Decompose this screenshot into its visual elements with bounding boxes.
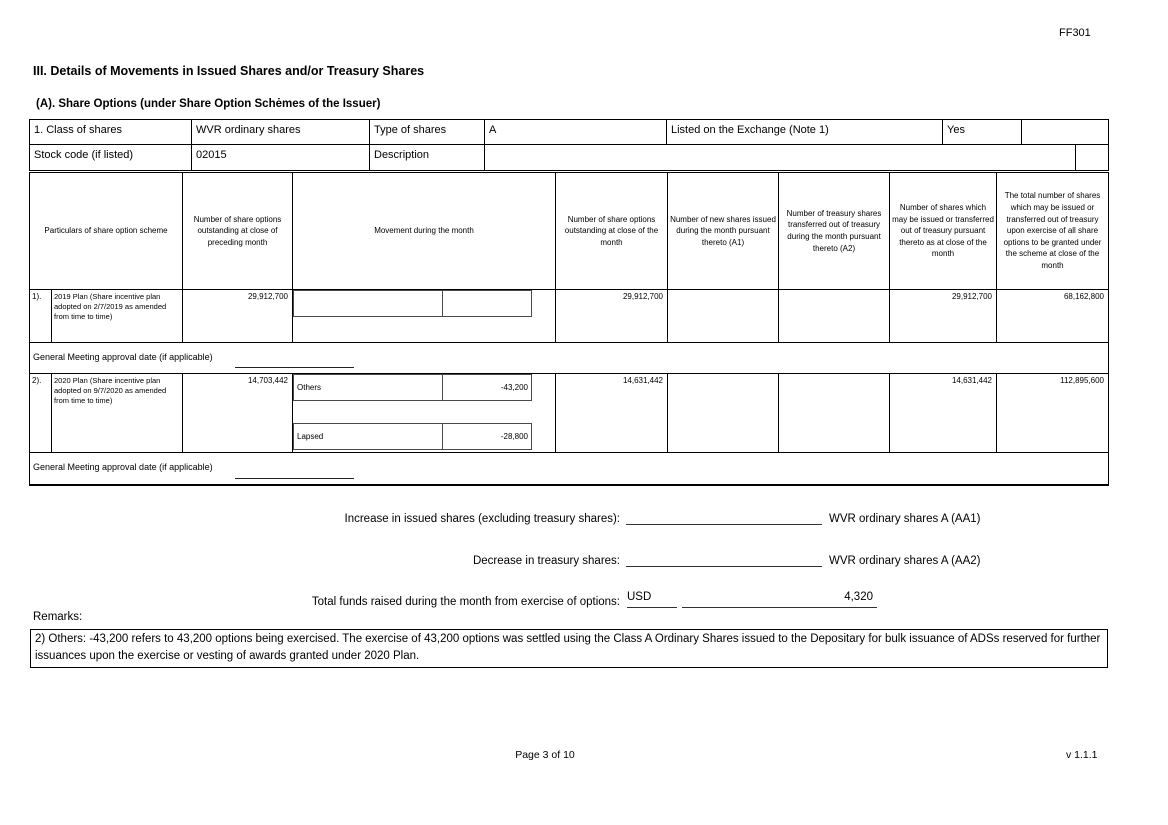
movement-value-box: -28,800 xyxy=(442,423,532,450)
type-of-shares-value: A xyxy=(485,120,667,144)
movement-cell xyxy=(293,290,556,342)
header-outstanding-preceding: Number of share options outstanding at close of preceding month xyxy=(183,173,293,289)
section-title: III. Details of Movements in Issued Shares and/or Treasury Shares xyxy=(33,64,425,78)
header-total-may-be-issued: The total number of shares which may be issued or transferred out of treasury upon exercise of all share options to be granted under the scheme at close of the month xyxy=(1003,191,1102,270)
class-of-shares-value: WVR ordinary shares xyxy=(192,120,370,144)
new-shares-issued-value xyxy=(668,374,779,452)
remarks-label: Remarks: xyxy=(33,611,83,623)
scheme-description: 2019 Plan (Share incentive plan adopted on 2/7/2019 as amended from time to time) xyxy=(52,290,183,342)
header-outstanding-close: Number of share options outstanding at close of the month xyxy=(556,173,668,289)
header-particulars: Particulars of share option scheme xyxy=(30,173,183,289)
scheme-description: 2020 Plan (Share incentive plan adopted on 9/7/2020 as amended from time to time) xyxy=(52,374,183,452)
gm-approval-label: General Meeting approval date (if applicable) xyxy=(33,352,213,362)
new-shares-issued-value xyxy=(668,290,779,342)
scheme-row-2020-plan xyxy=(30,374,1108,453)
decrease-treasury-shares-blank xyxy=(626,550,822,567)
increase-issued-shares-row xyxy=(0,505,980,525)
movement-entry xyxy=(293,290,532,317)
page-number: Page 3 of 10 xyxy=(515,749,575,761)
movement-label-box: Others xyxy=(293,374,443,401)
listed-on-exchange-label: Listed on the Exchange (Note 1) xyxy=(667,120,943,144)
info-table-empty-cell xyxy=(1076,145,1108,170)
may-be-issued-value: 29,912,700 xyxy=(890,290,997,342)
subsection-title: (A). Share Options (under Share Option Schėmes of the Issuer) xyxy=(36,98,381,110)
may-be-issued-value: 14,631,442 xyxy=(890,374,997,452)
outstanding-close-value: 14,631,442 xyxy=(556,374,668,452)
movement-cell xyxy=(293,374,556,452)
outstanding-preceding-value: 29,912,700 xyxy=(183,290,293,342)
decrease-share-class: WVR ordinary shares A (AA2) xyxy=(829,555,981,567)
outstanding-preceding-value: 14,703,442 xyxy=(183,374,293,452)
movement-label-box: Lapsed xyxy=(293,423,443,450)
header-new-shares-issued: Number of new shares issued during the month pursuant thereto (A1) xyxy=(668,173,779,289)
total-funds-raised-label: Total funds raised during the month from exercise of options: xyxy=(311,596,620,608)
outstanding-close-value: 29,912,700 xyxy=(556,290,668,342)
scheme-row-2019-plan xyxy=(30,290,1108,343)
total-funds-raised-row xyxy=(0,588,877,608)
total-may-be-issued-value: 68,162,800 xyxy=(1063,292,1104,301)
header-movement: Movement during the month xyxy=(293,173,556,289)
increase-share-class: WVR ordinary shares A (AA1) xyxy=(829,513,981,525)
share-options-table xyxy=(29,172,1109,486)
stock-code-label: Stock code (if listed) xyxy=(30,145,192,170)
gm-approval-date-blank xyxy=(235,367,354,368)
row-index: 1). xyxy=(30,290,52,342)
header-may-be-issued: Number of shares which may be issued or transferred out of treasury pursuant thereto as at close of the month xyxy=(890,173,997,289)
gm-approval-row xyxy=(30,343,1108,374)
gm-approval-label: General Meeting approval date (if applicable) xyxy=(33,462,213,472)
movement-label-box xyxy=(293,290,443,317)
remarks-box: 2) Others: -43,200 refers to 43,200 options being exercised. The exercise of 43,200 options was settled using the Class A Ordinary Shares issued to the Depositary for bulk issuance of ADSs reserved for further issuances upon the exercise or vesting of awards granted under 2020 Plan. xyxy=(30,629,1108,668)
type-of-shares-label: Type of shares xyxy=(370,120,485,144)
header-treasury-transferred: Number of treasury shares transferred out of treasury during the month pursuant thereto (A2) xyxy=(779,173,890,289)
total-funds-raised-value: 4,320 xyxy=(682,591,877,608)
gm-approval-row xyxy=(30,453,1108,484)
class-of-shares-label: 1. Class of shares xyxy=(30,120,192,144)
movement-value-box: -43,200 xyxy=(442,374,532,401)
stock-code-value: 02015 xyxy=(192,145,370,170)
treasury-transferred-value xyxy=(779,290,890,342)
movement-entry-others xyxy=(293,374,532,401)
listed-on-exchange-value: Yes xyxy=(943,120,1022,144)
description-value xyxy=(485,145,1076,170)
description-label: Description xyxy=(370,145,485,170)
form-code: FF301 xyxy=(1059,27,1091,39)
row-index: 2). xyxy=(30,374,52,452)
options-table-header-row xyxy=(30,173,1108,290)
currency-label: USD xyxy=(627,591,677,608)
decrease-treasury-shares-label: Decrease in treasury shares: xyxy=(472,555,620,567)
info-table-row-2 xyxy=(30,145,1108,170)
info-table-row-1 xyxy=(30,120,1108,145)
gm-approval-date-blank xyxy=(235,478,354,479)
form-version: v 1.1.1 xyxy=(1066,749,1098,761)
movement-entry-lapsed xyxy=(293,423,532,450)
total-may-be-issued-value: 112,895,600 xyxy=(1060,376,1104,385)
decrease-treasury-shares-row xyxy=(0,547,980,567)
increase-issued-shares-label: Increase in issued shares (excluding treasury shares): xyxy=(344,513,620,525)
share-class-info-table xyxy=(29,119,1109,171)
increase-issued-shares-blank xyxy=(626,508,822,525)
treasury-transferred-value xyxy=(779,374,890,452)
movement-value-box xyxy=(442,290,532,317)
info-table-empty-cell xyxy=(1022,120,1108,144)
